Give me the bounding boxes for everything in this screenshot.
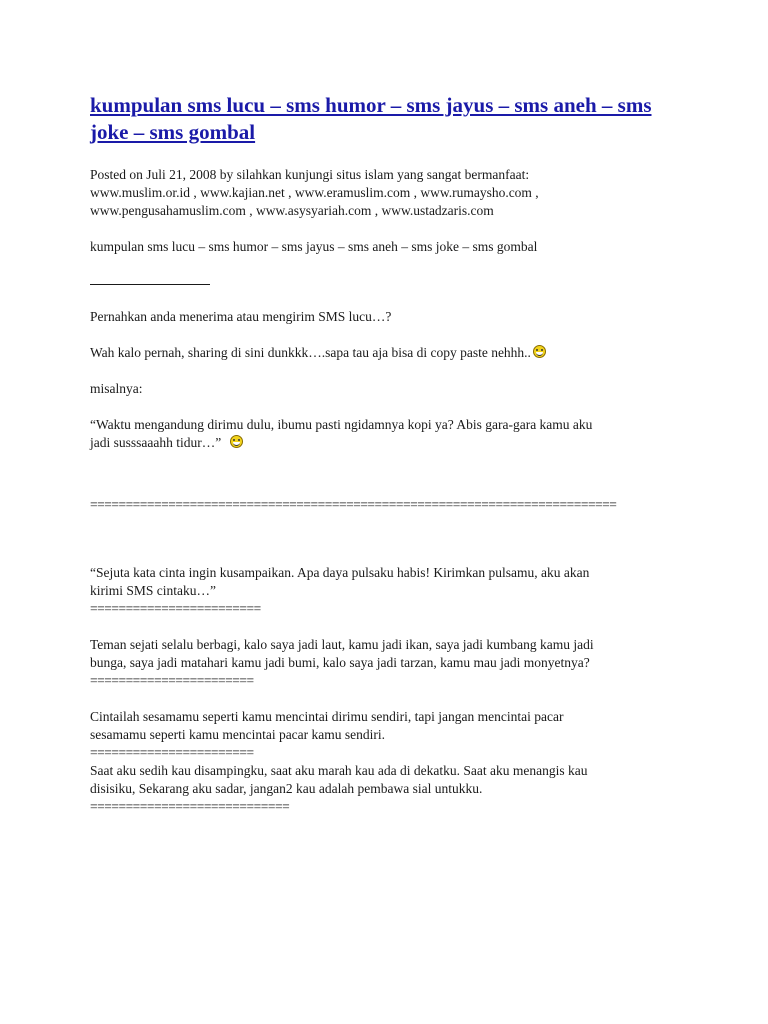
meta-line: www.pengusahamuslim.com , www.asysyariah.com , www.ustadzaris.com (90, 203, 494, 218)
separator-long: ========================================================================== (90, 497, 617, 512)
paragraph-share-text: Wah kalo pernah, sharing di sini dunkkk….sapa tau aja bisa di copy paste nehhh.. (90, 345, 531, 360)
sms-quote-2 (90, 564, 690, 600)
paragraph-question: Pernahkan anda menerima atau mengirim SMS lucu…? (90, 309, 392, 324)
post-subtitle: kumpulan sms lucu – sms humor – sms jayus – sms aneh – sms joke – sms gombal (90, 239, 538, 254)
post-title-link[interactable]: kumpulan sms lucu – sms humor – sms jayus – sms aneh – sms joke – sms gombal (90, 93, 652, 144)
separator: ======================== (90, 601, 261, 616)
smiley-icon (230, 435, 243, 448)
sms-quote-4 (90, 708, 690, 744)
separator: ======================= (90, 745, 254, 760)
separator: ======================= (90, 673, 254, 688)
sms-line: bunga, saya jadi matahari kamu jadi bumi, kalo saya jadi tarzan, kamu mau jadi monyetnya? (90, 655, 590, 670)
sms-line: sesamamu seperti kamu mencintai pacar kamu sendiri. (90, 727, 386, 742)
sms-line-text: jadi susssaaahh tidur…” (90, 435, 222, 450)
sms-line (90, 434, 690, 452)
smiley-icon (533, 345, 546, 358)
sms-line: Cintailah sesamamu seperti kamu mencintai dirimu sendiri, tapi jangan mencintai pacar (90, 709, 564, 724)
paragraph-share (90, 344, 690, 362)
article (90, 92, 690, 816)
meta-line: www.muslim.or.id , www.kajian.net , www.eramuslim.com , www.rumaysho.com , (90, 185, 539, 200)
horizontal-rule (90, 284, 210, 285)
sms-quote-1 (90, 416, 690, 452)
post-meta (90, 166, 690, 220)
sms-quote-5 (90, 762, 690, 798)
sms-quote-3 (90, 636, 690, 672)
sms-line: kirimi SMS cintaku…” (90, 583, 216, 598)
separator: ============================ (90, 799, 290, 814)
sms-line: Saat aku sedih kau disampingku, saat aku marah kau ada di dekatku. Saat aku menangis kau (90, 763, 588, 778)
paragraph-example-label: misalnya: (90, 381, 143, 396)
sms-line: “Waktu mengandung dirimu dulu, ibumu pasti ngidamnya kopi ya? Abis gara-gara kamu aku (90, 417, 593, 432)
sms-line: “Sejuta kata cinta ingin kusampaikan. Apa daya pulsaku habis! Kirimkan pulsamu, aku akan (90, 565, 590, 580)
sms-line: disisiku, Sekarang aku sadar, jangan2 kau adalah pembawa sial untukku. (90, 781, 483, 796)
sms-line: Teman sejati selalu berbagi, kalo saya jadi laut, kamu jadi ikan, saya jadi kumbang kamu jadi (90, 637, 594, 652)
meta-line: Posted on Juli 21, 2008 by silahkan kunjungi situs islam yang sangat bermanfaat: (90, 167, 530, 182)
